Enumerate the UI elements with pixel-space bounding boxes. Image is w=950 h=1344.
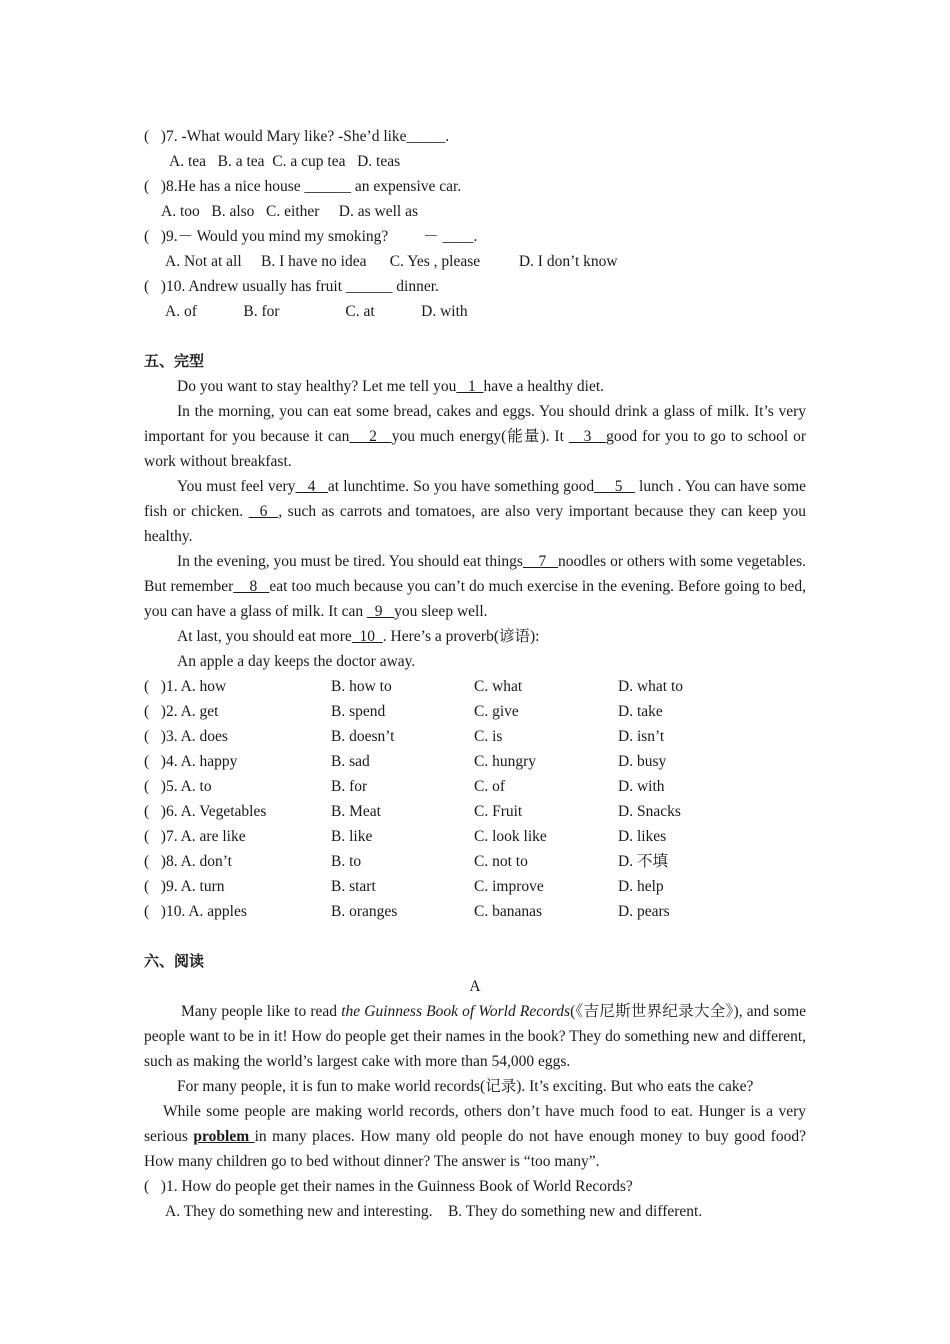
question-9: ( )9.－ Would you mind my smoking? － ____. [144, 228, 478, 245]
reading-paragraph-1: Many people like to read the Guinness Book of World Records(《吉尼斯世界纪录大全》), and some people want to be in it! How do people get their names in the book? They do something new and different, such as making the world’s largest cake with more than 54,000 eggs. [144, 1003, 807, 1070]
section-heading-cloze: 五、完型 [144, 352, 205, 370]
blank-7: 7 [522, 553, 558, 570]
cloze-paragraph-2: In the morning, you can eat some bread, cakes and eggs. You should drink a glass of milk. It’s very important for you because it can 2 you much energy(能量). It 3 good for you to go to school or work without breakfast. [144, 403, 807, 470]
reading-paragraph-3: While some people are making world records, others don’t have much food to eat. Hunger is a very serious problem in many places. How many old people do not have enough money to buy good food? How many children go to bed without dinner? The answer is “too many”. [144, 1103, 806, 1170]
question-8: ( )8.He has a nice house ______ an expensive car. [144, 178, 462, 195]
option-row: ( )10. A. apples B. oranges C. bananas D. pears [144, 903, 670, 920]
option-row: ( )3. A. does B. doesn’t C. is D. isn’t [144, 728, 665, 745]
cloze-proverb: An apple a day keeps the doctor away. [177, 653, 416, 670]
option-row: ( )6. A. Vegetables B. Meat C. Fruit D. Snacks [144, 803, 681, 820]
question-10-options: A. of B. for C. at D. with [165, 303, 468, 320]
option-row: ( )2. A. get B. spend C. give D. take [144, 703, 663, 720]
cloze-paragraph-3: You must feel very 4 at lunchtime. So you have something good 5 lunch . You can have some fish or chicken. 6 , such as carrots and tomatoes, are also very important because they can keep you healthy. [144, 478, 807, 545]
option-row: ( )8. A. don’t B. to C. not to D. 不填 [144, 853, 668, 870]
question-7: ( )7. -What would Mary like? -She’d like_____. [144, 128, 450, 145]
blank-9: 9 [366, 603, 395, 620]
blank-4: 4 [295, 478, 328, 495]
blank-2: 2 [349, 428, 392, 445]
cloze-paragraph-5: At last, you should eat more 10 . Here’s a proverb(谚语): [177, 628, 540, 645]
cloze-paragraph-4: In the evening, you must be tired. You should eat things 7 noodles or others with some vegetables. But remember 8 eat too much because you can’t do much exercise in the evening. Before going to bed, you can have a glass of milk. It can 9 you sleep well. [144, 553, 807, 620]
blank-3: 3 [568, 428, 607, 445]
option-row: ( )4. A. happy B. sad C. hungry D. busy [144, 753, 667, 770]
option-row: ( )5. A. to B. for C. of D. with [144, 778, 665, 795]
cloze-paragraph-1: Do you want to stay healthy? Let me tell you 1 have a healthy diet. [177, 378, 605, 395]
blank-1: 1 [456, 378, 484, 395]
option-row: ( )1. A. how B. how to C. what D. what to [144, 678, 684, 695]
highlighted-word: problem [193, 1128, 255, 1145]
blank-10: 10 [351, 628, 383, 645]
blank-8: 8 [233, 578, 270, 595]
blank-5: 5 [594, 478, 635, 495]
question-7-options: A. tea B. a tea C. a cup tea D. teas [169, 153, 401, 170]
passage-label: A [469, 978, 481, 995]
blank-6: 6 [248, 503, 279, 520]
cloze-options-list [144, 674, 806, 924]
option-row: ( )9. A. turn B. start C. improve D. help [144, 878, 664, 895]
section-heading-reading: 六、阅读 [144, 952, 205, 970]
question-8-options: A. too B. also C. either D. as well as [161, 203, 419, 220]
question-10: ( )10. Andrew usually has fruit ______ dinner. [144, 278, 439, 295]
worksheet-page [144, 124, 806, 1224]
reading-question-1: ( )1. How do people get their names in the Guinness Book of World Records? [144, 1178, 633, 1195]
reading-question-1-options: A. They do something new and interesting. B. They do something new and different. [165, 1203, 703, 1220]
option-row: ( )7. A. are like B. like C. look like D. likes [144, 828, 667, 845]
book-title: the Guinness Book of World Records [341, 1003, 571, 1020]
question-9-options: A. Not at all B. I have no idea C. Yes , please D. I don’t know [165, 253, 618, 270]
reading-paragraph-2: For many people, it is fun to make world records(记录). It’s exciting. But who eats the cake? [177, 1078, 754, 1095]
